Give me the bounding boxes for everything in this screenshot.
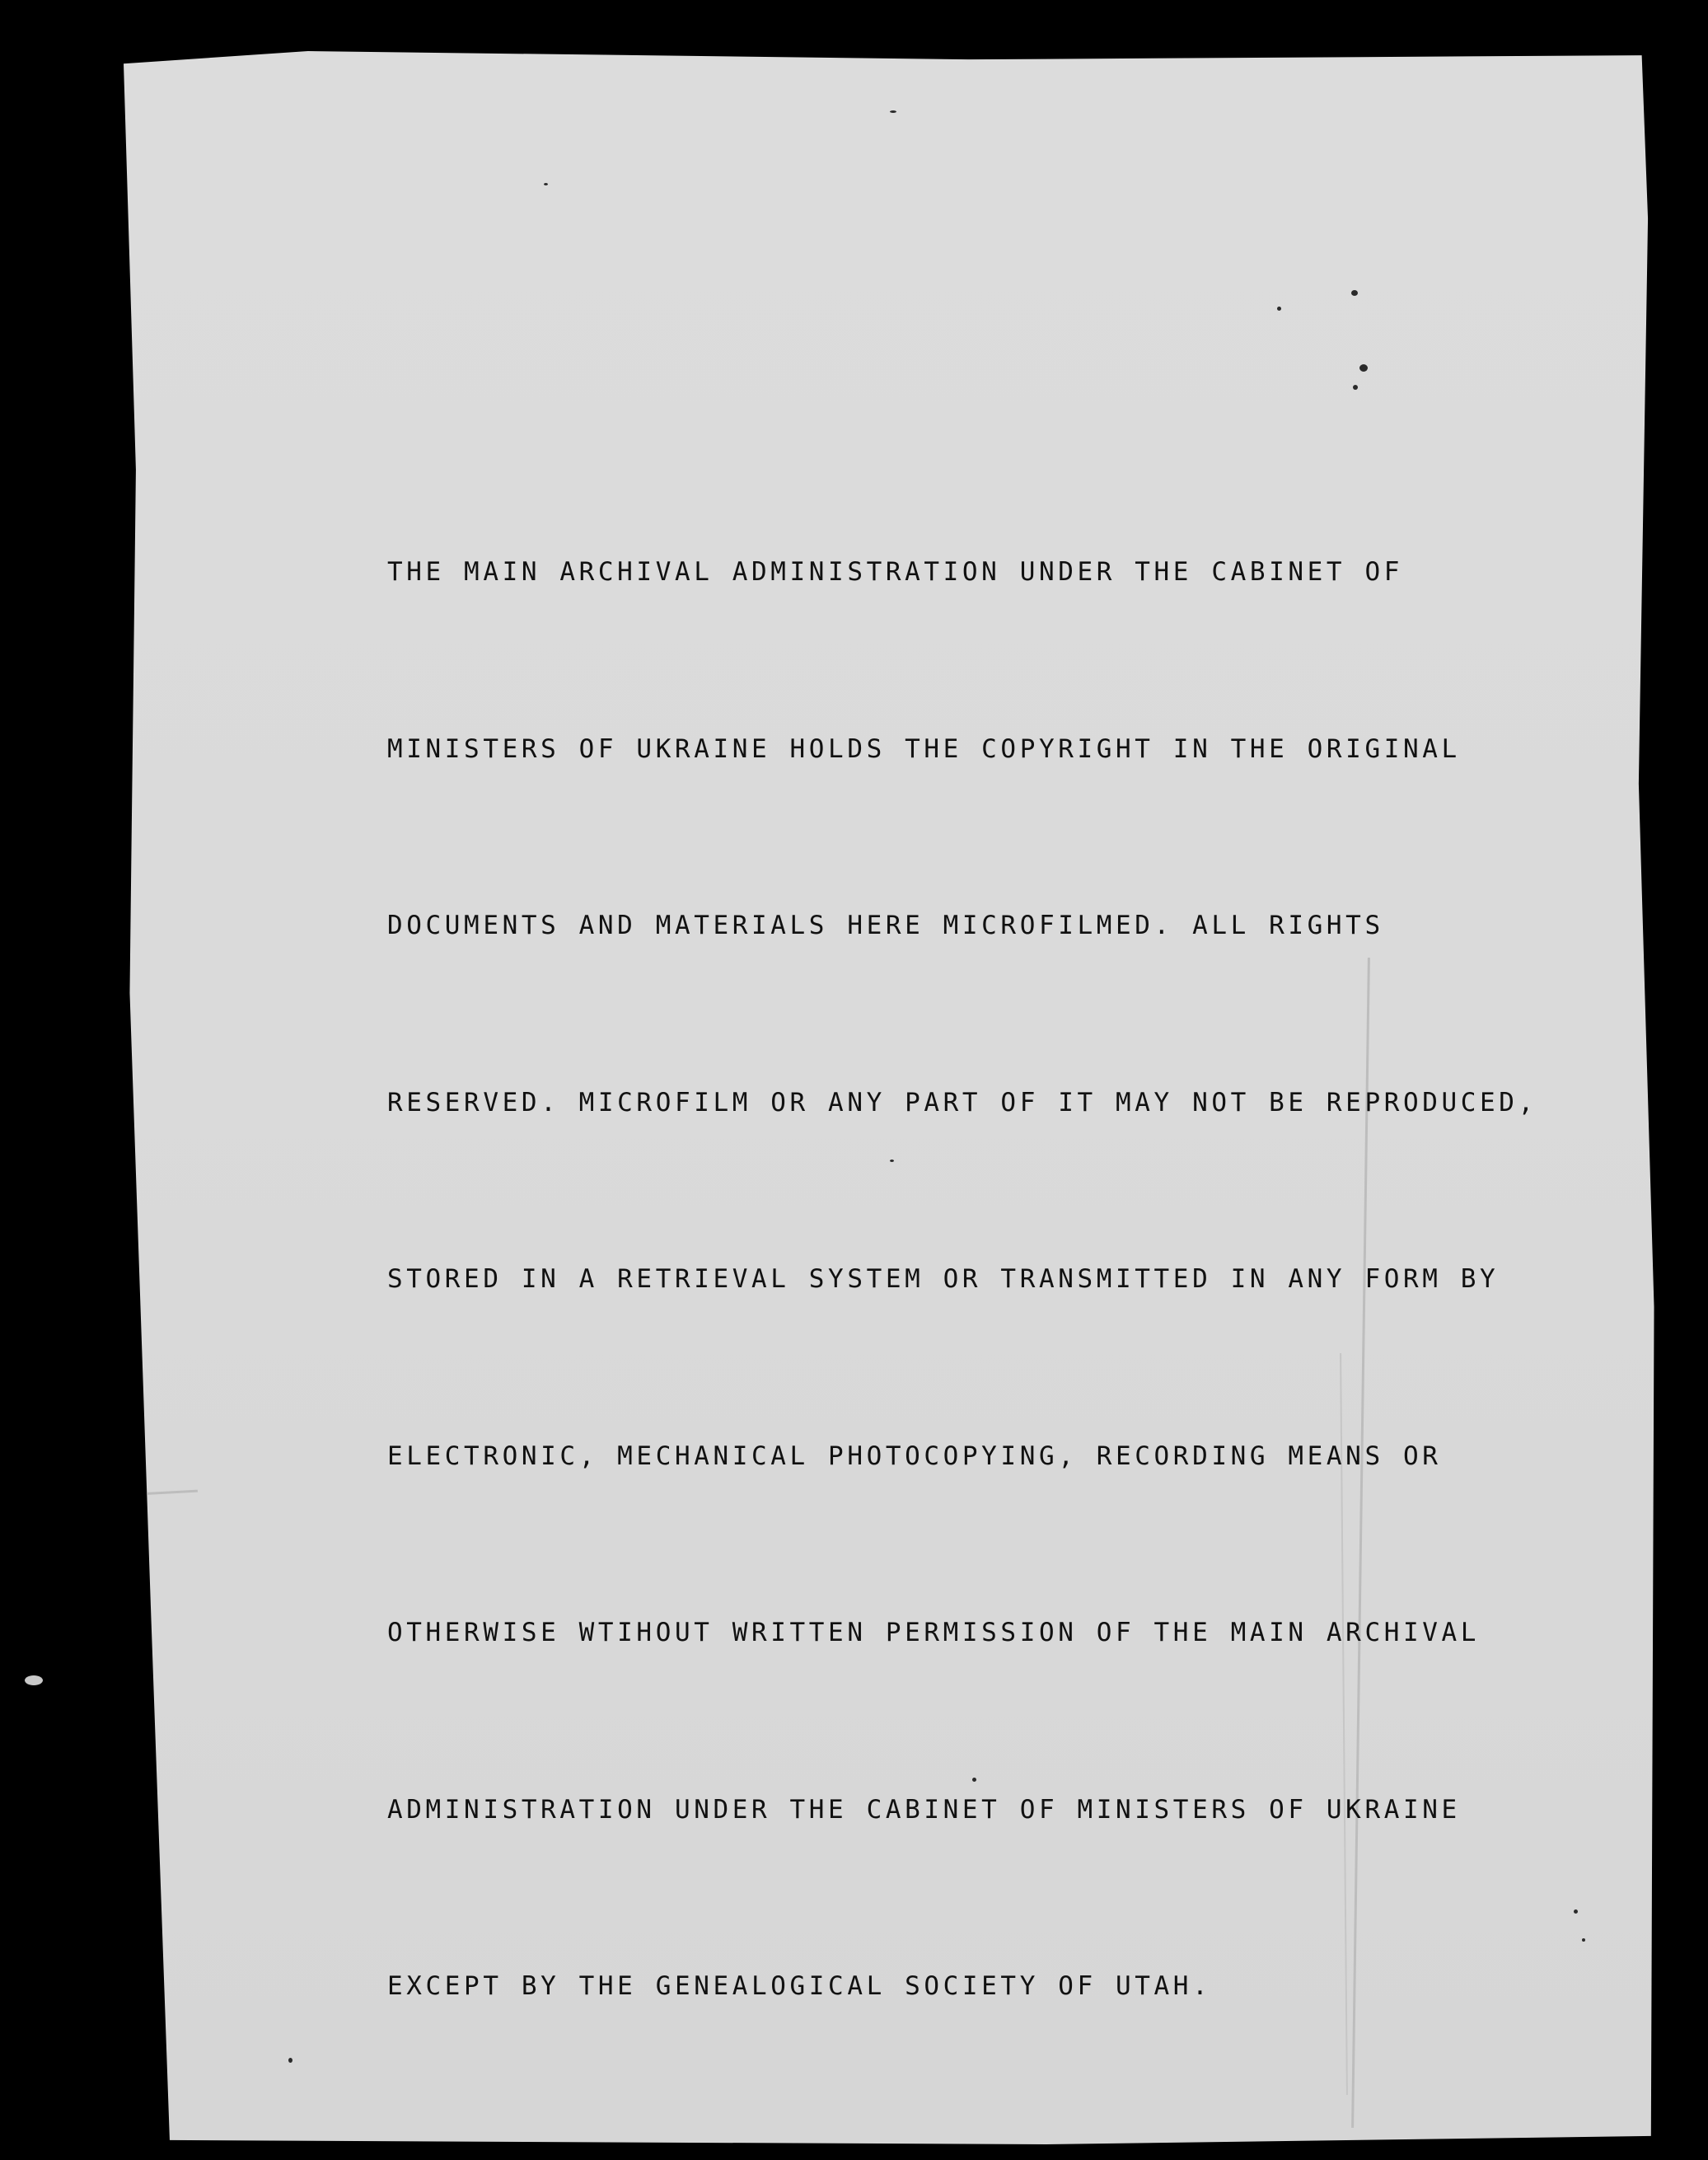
notice-line: ADMINISTRATION UNDER THE CABINET OF MINISTERS OF UKRAINE [387, 1794, 1461, 1825]
ink-speck [544, 183, 548, 185]
ink-speck [1277, 307, 1281, 311]
notice-line: EXCEPT BY THE GENEALOGICAL SOCIETY OF UTAH. [387, 1971, 1212, 2001]
notice-line: OTHERWISE WTIHOUT WRITTEN PERMISSION OF THE MAIN ARCHIVAL [387, 1618, 1481, 1647]
scan-artifact [25, 1675, 43, 1685]
ink-speck [288, 2058, 292, 2063]
notice-line: ELECTRONIC, MECHANICAL PHOTOCOPYING, RECORDING MEANS OR [387, 1441, 1442, 1471]
notice-line: STORED IN A RETRIEVAL SYSTEM OR TRANSMITTED IN ANY FORM BY [387, 1264, 1500, 1294]
notice-line: MINISTERS OF UKRAINE HOLDS THE COPYRIGHT IN THE ORIGINAL [387, 733, 1461, 764]
copyright-notice [387, 425, 1537, 2075]
notice-line: DOCUMENTS AND MATERIALS HERE MICROFILMED. ALL RIGHTS [387, 911, 1384, 940]
ink-speck [1359, 364, 1368, 372]
paper-tear [124, 1490, 198, 1497]
notice-line: THE MAIN ARCHIVAL ADMINISTRATION UNDER THE CABINET OF [387, 557, 1403, 587]
notice-line: RESERVED. MICROFILM OR ANY PART OF IT MAY NOT BE REPRODUCED, [387, 1087, 1537, 1117]
ink-speck [890, 110, 896, 113]
ink-speck [1574, 1909, 1578, 1914]
ink-speck [1351, 290, 1358, 296]
ink-speck [1582, 1938, 1585, 1942]
ink-speck [1353, 385, 1358, 390]
